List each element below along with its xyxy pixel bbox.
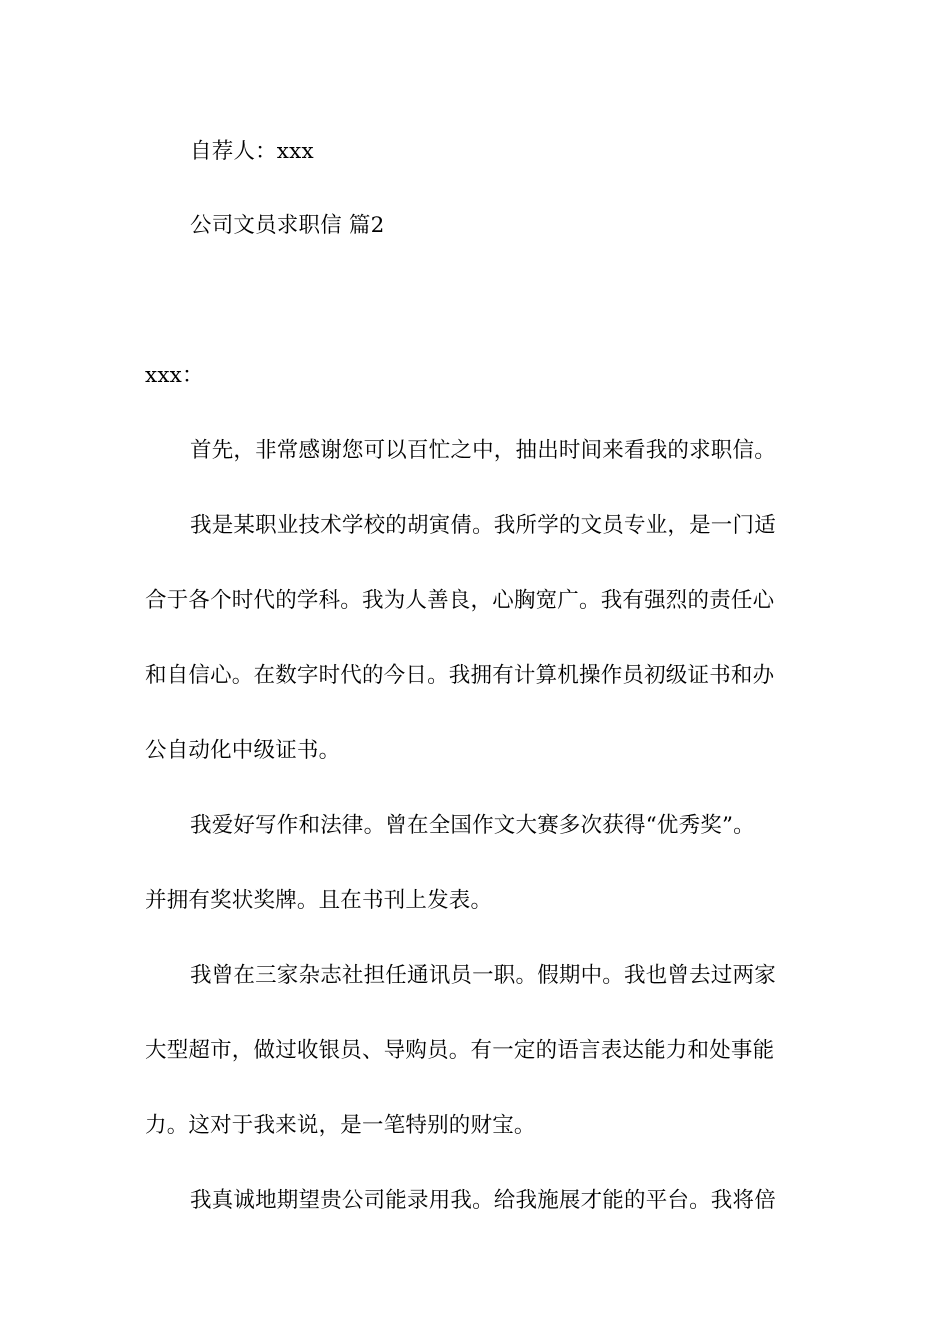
paragraph-line: 首先，非常感谢您可以百忙之中，抽出时间来看我的求职信。 [190, 438, 776, 463]
section-title: 公司文员求职信 篇2 [190, 213, 385, 238]
paragraph-line: 我是某职业技术学校的胡寅倩。我所学的文员专业，是一门适 [190, 513, 776, 538]
paragraph-line: 并拥有奖状奖牌。且在书刊上发表。 [145, 888, 493, 913]
paragraph-line: 我曾在三家杂志社担任通讯员一职。假期中。我也曾去过两家 [190, 963, 776, 988]
signature-line: 自荐人：xxx [190, 139, 314, 164]
paragraph-line: 大型超市，做过收银员、导购员。有一定的语言表达能力和处事能 [145, 1038, 775, 1063]
salutation: xxx： [145, 363, 204, 388]
paragraph-line: 我爱好写作和法律。曾在全国作文大赛多次获得“优秀奖”。 [190, 813, 755, 838]
paragraph-line: 合于各个时代的学科。我为人善良，心胸宽广。我有强烈的责任心 [145, 588, 775, 613]
paragraph-line: 我真诚地期望贵公司能录用我。给我施展才能的平台。我将倍 [190, 1188, 776, 1213]
paragraph-line: 公自动化中级证书。 [145, 738, 341, 763]
paragraph-line: 力。这对于我来说，是一笔特别的财宝。 [145, 1113, 536, 1138]
paragraph-line: 和自信心。在数字时代的今日。我拥有计算机操作员初级证书和办 [145, 663, 775, 688]
